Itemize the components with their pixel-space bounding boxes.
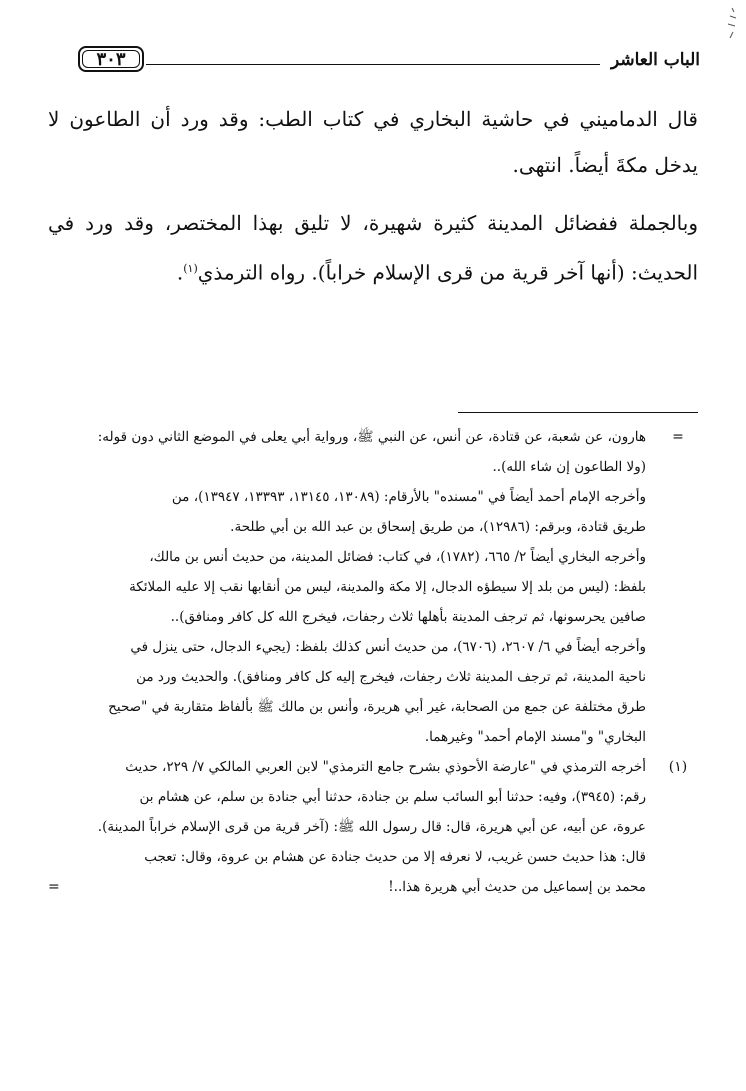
footnote-line: بلفظ: (ليس من بلد إلا سيطؤه الدجال، إلا مكة والمدينة، ليس من أنقابها نقب إلا عليه الملائكة — [129, 579, 646, 595]
main-text — [48, 96, 698, 296]
paragraph-2-text: وبالجملة ففضائل المدينة كثيرة شهيرة، لا تليق بهذا المختصر، وقد ورد في الحديث: (أنها آخر قرية من قرى الإسلام خراباً). رواه الترمذي — [48, 211, 698, 285]
footnote-1-marker: (١) — [668, 759, 688, 775]
footnote-line: عروة، عن أبيه، عن أبي هريرة، قال: قال رسول الله ﷺ: (آخر قرية من قرى الإسلام خراباً المدينة). — [97, 819, 646, 835]
footnote-line: وأخرجه البخاري أيضاً ٢/ ٦٦٥، (١٧٨٢)، في كتاب: فضائل المدينة، من حديث أنس بن مالك، — [149, 549, 646, 565]
footnote-line: وأخرجه الإمام أحمد أيضاً في "مسنده" بالأرقام: (١٣٠٨٩، ١٣١٤٥، ١٣٣٩٣، ١٣٩٤٧)، من — [171, 489, 646, 505]
paragraph-1: قال الدماميني في حاشية البخاري في كتاب الطب: وقد ورد أن الطاعون لا يدخل مكةَ أيضاً. انتهى. — [48, 107, 698, 177]
footnote-1 — [48, 752, 698, 902]
page-number: ٣٠٣ — [78, 46, 144, 72]
footnote-line: هارون، عن شعبة، عن قتادة، عن أنس، عن النبي ﷺ، ورواية أبي يعلى في الموضع الثاني دون قوله: — [97, 429, 646, 445]
footnote-line: رقم: (٣٩٤٥)، وفيه: حدثنا أبو السائب سلم بن جنادة، حدثنا أبي جنادة بن سلم، عن هشام بن — [139, 789, 646, 805]
footnote-line: ناحية المدينة، ثم ترجف المدينة ثلاث رجفات، فيخرج إليه كل كافر ومنافق). والحديث ورد من — [136, 669, 646, 685]
footnote-line: طرق مختلفة عن جمع من الصحابة، غير أبي هريرة، وأنس بن مالك ﷺ بألفاظ متقاربة في "صحيح — [108, 699, 646, 715]
footnote-continuation — [48, 422, 698, 752]
paragraph-2 — [48, 200, 698, 296]
continuation-marker: = — [672, 429, 684, 445]
footnote-line: أخرجه الترمذي في "عارضة الأحوذي بشرح جامع الترمذي" لابن العربي المالكي ٧/ ٢٢٩، حديث — [125, 759, 646, 775]
paragraph-2-end: . — [176, 260, 184, 285]
chapter-title: الباب العاشر — [610, 50, 700, 70]
page-header — [78, 44, 700, 82]
footnote-line: (ولا الطاعون إن شاء الله).. — [492, 459, 646, 475]
footnote-line: صافين يحرسونها، ثم ترجف المدينة بأهلها ثلاث رجفات، فيخرج الله كل كافر ومنافق).. — [170, 609, 646, 625]
footnote-line: قال: هذا حديث حسن غريب، لا نعرفه إلا من حديث جنادة عن هشام بن عروة، وقال: تعجب — [144, 849, 646, 865]
header-rule — [146, 64, 600, 65]
footnote-ref-1: (١) — [183, 262, 198, 275]
footnote-line: وأخرجه أيضاً في ٦/ ٢٦٠٧، (٦٧٠٦)، من حديث أنس كذلك بلفظ: (يجيء الدجال، حتى ينزل في — [130, 639, 646, 655]
footnote-line: محمد بن إسماعيل من حديث أبي هريرة هذا..! — [388, 879, 646, 895]
footnotes — [48, 422, 698, 902]
footnote-separator — [458, 412, 698, 413]
footnote-line: البخاري" و"مسند الإمام أحمد" وغيرهما. — [424, 729, 646, 745]
footnote-continues-marker: = — [48, 879, 60, 895]
corner-scribble — [710, 4, 740, 44]
footnote-line: طريق قتادة، وبرقم: (١٢٩٨٦)، من طريق إسحاق بن عبد الله بن أبي طلحة. — [230, 519, 646, 535]
